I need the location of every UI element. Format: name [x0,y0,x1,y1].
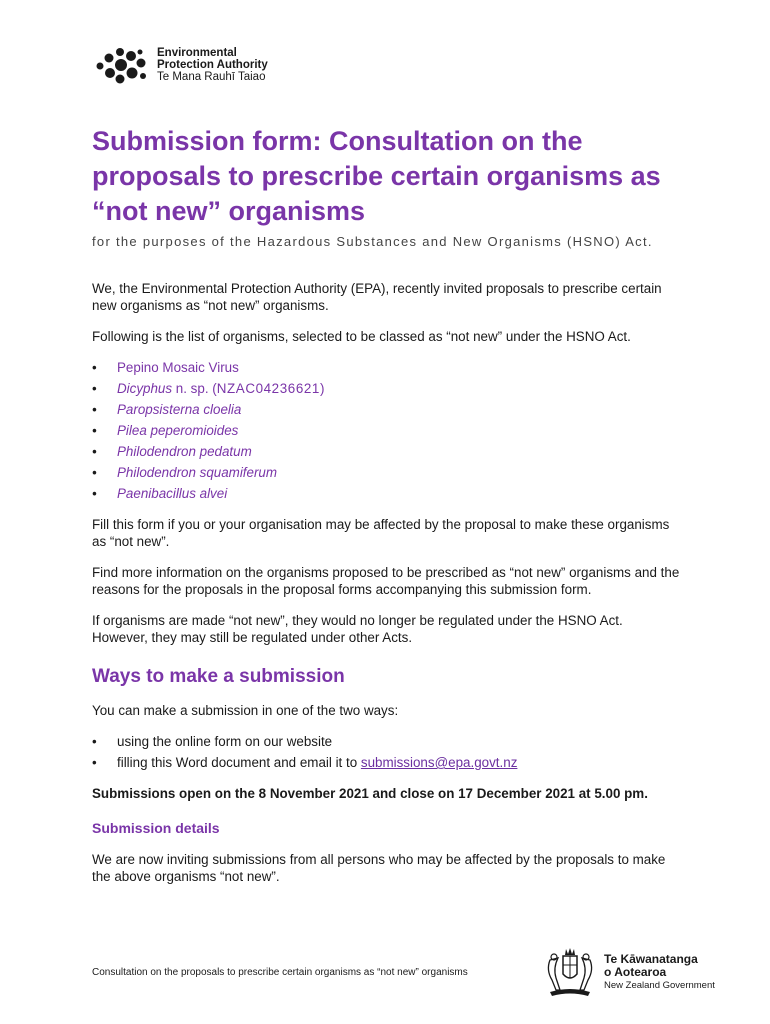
gov-line-3: New Zealand Government [604,979,715,991]
organism-item: • Paenibacillus alvei [92,485,682,502]
nz-coat-of-arms-icon [542,946,598,998]
organism-close: ) [319,381,325,396]
intro-paragraph: We, the Environmental Protection Authority (EPA), recently invited proposals to prescribe certain new organisms as “not new” organisms. [92,281,662,313]
nz-government-text [604,953,715,992]
gov-line-1: Te Kāwanatanga [604,951,698,966]
logo-line-3: Te Mana Rauhī Taiao [157,71,266,83]
document-body [92,280,682,899]
logo-line-1: Environmental [157,47,237,59]
organism-item [92,380,682,397]
details-paragraph: We are now inviting submissions from all persons who may be affected by the proposals to make the above organisms “not new”. [92,852,666,884]
page-title: Submission form: Consultation on the proposals to prescribe certain organisms as “not new” organisms [92,126,661,226]
epa-dots-logo-icon [93,47,151,85]
epa-logo [93,47,268,85]
organism-item: • Philodendron squamiferum [92,464,682,481]
regulation-paragraph: If organisms are made “not new”, they would no longer be regulated under the HSNO Act. However, they may still be regulated under other Acts. [92,613,623,645]
nz-government-logo [542,946,715,998]
page-subtitle: for the purposes of the Hazardous Substances and New Organisms (HSNO) Act. [92,234,653,249]
organism-item: • Pepino Mosaic Virus [92,359,682,376]
organism-code: NZAC04236621 [216,381,320,396]
organism-item: • Philodendron pedatum [92,443,682,460]
epa-logo-text [157,47,268,83]
way-email [92,754,682,771]
submission-dates: Submissions open on the 8 November 2021 and close on 17 December 2021 at 5.00 pm. [92,786,648,801]
email-link[interactable]: submissions@epa.govt.nz [360,755,518,770]
ways-list [92,733,682,771]
way-email-text: filling this Word document and email it to [117,755,361,770]
footer-text: Consultation on the proposals to prescribe certain organisms as “not new” organisms [92,967,468,978]
logo-line-2: Protection Authority [157,59,268,71]
fill-paragraph: Fill this form if you or your organisation may be affected by the proposal to make these organisms as “not new”. [92,517,670,549]
ways-intro: You can make a submission in one of the two ways: [92,703,399,718]
details-heading: Submission details [92,820,220,836]
ways-heading: Ways to make a submission [92,666,345,687]
way-online-form: • using the online form on our website [92,733,682,750]
organism-species: n. sp. ( [172,381,217,396]
find-info-paragraph: Find more information on the organisms proposed to be prescribed as “not new” organisms and the reasons for the proposals in the proposal forms accompanying this submission form. [92,565,680,597]
organism-item: • Paropsisterna cloelia [92,401,682,418]
list-intro-paragraph: Following is the list of organisms, selected to be classed as “not new” under the HSNO Act. [92,329,631,344]
organism-list [92,359,682,502]
gov-line-2: o Aotearoa [604,964,667,979]
organism-genus: Dicyphus [117,381,173,396]
organism-item: • Pilea peperomioides [92,422,682,439]
